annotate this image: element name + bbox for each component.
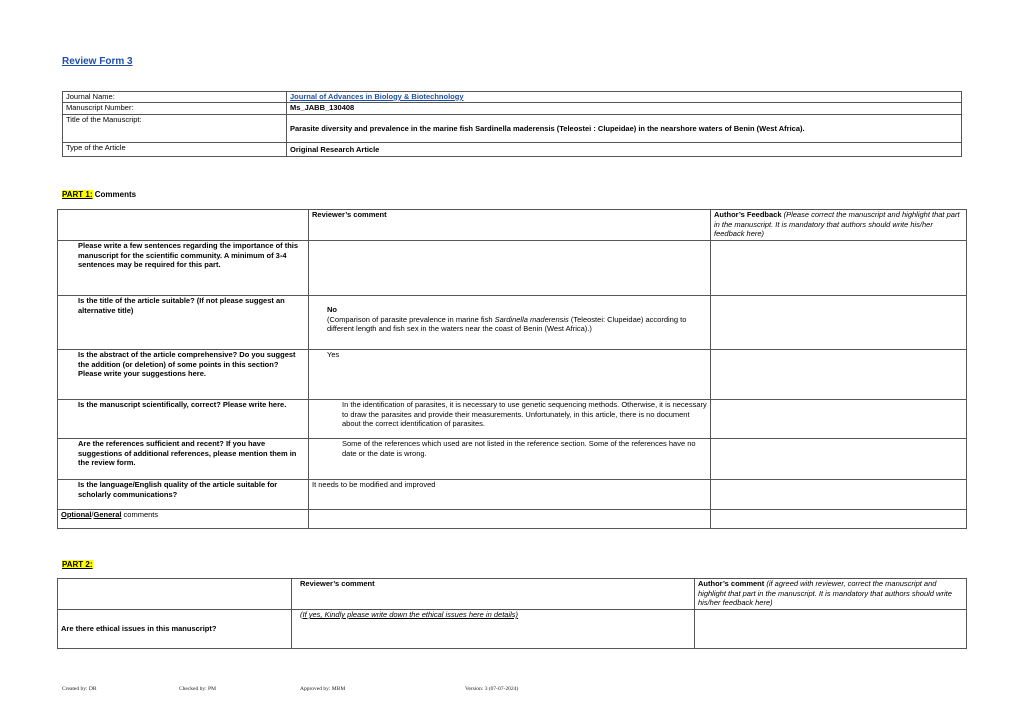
question-title: Is the title of the article suitable? (If not please suggest an alternative title) bbox=[58, 296, 309, 350]
feedback-language[interactable] bbox=[711, 480, 967, 510]
part1-comments-table bbox=[57, 209, 967, 529]
comment-title-post: (Teleostei: Clupeidae) according to different length and fish sex in the waters near the coast of Benin (West Africa).) bbox=[327, 314, 687, 333]
question-ethical: Are there ethical issues in this manuscript? bbox=[58, 610, 292, 649]
question-language: Is the language/English quality of the article suitable for scholarly communications? bbox=[58, 480, 309, 510]
part2-header-author-bold: Author’s comment bbox=[698, 579, 765, 588]
part1-header-author-bold: Author’s Feedback bbox=[714, 210, 782, 219]
comment-references[interactable]: Some of the references which used are not listed in the reference section. Some of the references have no date or the date is wrong. bbox=[309, 439, 711, 480]
part1-header-author-italic: (Please correct the manuscript and highlight that part in the manuscript. It is mandatory that authors should write his/her feedback here) bbox=[714, 210, 960, 238]
part2-label: PART 2: bbox=[62, 560, 93, 569]
form-title: Review Form 3 bbox=[62, 56, 133, 67]
journal-link[interactable]: Journal of Advances in Biology & Biotechnology bbox=[290, 92, 464, 101]
feedback-importance[interactable] bbox=[711, 241, 967, 296]
question-abstract: Is the abstract of the article comprehensive? Do you suggest the addition (or deletion) of some points in this section? Please write your suggestions here. bbox=[58, 350, 309, 400]
journal-value-cell bbox=[287, 92, 962, 103]
part2-header-author-italic: (if agreed with reviewer, correct the manuscript and highlight that part in the manuscript. It is mandatory that authors should write his/her feedback here) bbox=[698, 579, 952, 607]
question-references: Are the references sufficient and recent? If you have suggestions of additional references, please mention them in the review form. bbox=[58, 439, 309, 480]
comment-language[interactable]: It needs to be modified and improved bbox=[309, 480, 711, 510]
manuscript-title-label: Title of the Manuscript: bbox=[63, 115, 287, 143]
optional-general: General bbox=[93, 510, 122, 519]
manuscript-number-value: Ms_JABB_130408 bbox=[287, 103, 962, 115]
footer-version: Version: 3 (07-07-2024) bbox=[465, 686, 519, 692]
comment-optional[interactable] bbox=[309, 510, 711, 529]
comment-ethical[interactable] bbox=[292, 610, 695, 649]
part1-header-empty bbox=[58, 210, 309, 241]
article-type-label: Type of the Article bbox=[63, 143, 287, 157]
part1-suffix: Comments bbox=[92, 190, 137, 199]
manuscript-info-table bbox=[62, 91, 962, 157]
footer-checked: Checked by: PM bbox=[179, 686, 216, 692]
part1-title bbox=[62, 190, 136, 199]
comment-title-body bbox=[327, 315, 707, 334]
feedback-scientific[interactable] bbox=[711, 400, 967, 439]
part1-header-author bbox=[711, 210, 967, 241]
feedback-title[interactable] bbox=[711, 296, 967, 350]
part2-header-reviewer: Reviewer’s comment bbox=[292, 579, 695, 610]
comment-importance[interactable] bbox=[309, 241, 711, 296]
footer-approved: Approved by: MBM bbox=[300, 686, 346, 692]
comment-title[interactable] bbox=[309, 296, 711, 350]
comment-title-pre: (Comparison of parasite prevalence in marine fish bbox=[327, 314, 495, 324]
feedback-ethical[interactable] bbox=[695, 610, 967, 649]
comment-ethical-text: (If yes, Kindly please write down the ethical issues here in details) bbox=[300, 610, 519, 619]
feedback-references[interactable] bbox=[711, 439, 967, 480]
optional-bold: Optional bbox=[61, 510, 92, 519]
manuscript-number-label: Manuscript Number: bbox=[63, 103, 287, 115]
comment-scientific[interactable]: In the identification of parasites, it is necessary to use genetic sequencing methods. Otherwise, it is necessary to draw the parasites and provide their measurements. Unfortunately, in this article, there is no document about the correct identification of parasites. bbox=[309, 400, 711, 439]
optional-comments-label bbox=[58, 510, 309, 529]
comment-title-head: No bbox=[327, 305, 337, 314]
part2-title bbox=[62, 560, 93, 569]
question-importance: Please write a few sentences regarding the importance of this manuscript for the scientific community. A minimum of 3-4 sentences may be required for this part. bbox=[58, 241, 309, 296]
part2-header-author bbox=[695, 579, 967, 610]
journal-label: Journal Name: bbox=[63, 92, 287, 103]
part2-header-empty bbox=[58, 579, 292, 610]
optional-rest: comments bbox=[121, 510, 159, 519]
part2-comments-table bbox=[57, 578, 967, 649]
part1-label: PART 1: bbox=[62, 190, 93, 199]
comment-abstract[interactable]: Yes bbox=[309, 350, 711, 400]
comment-title-species: Sardinella maderensis bbox=[494, 314, 569, 324]
feedback-optional[interactable] bbox=[711, 510, 967, 529]
manuscript-title-value: Parasite diversity and prevalence in the marine fish Sardinella maderensis (Teleostei : Clupeidae) in the nearshore waters of Benin (West Africa). bbox=[287, 115, 962, 143]
optional-slash: / bbox=[91, 510, 94, 519]
footer-created: Created by: DR bbox=[62, 686, 97, 692]
feedback-abstract[interactable] bbox=[711, 350, 967, 400]
part1-header-reviewer: Reviewer’s comment bbox=[309, 210, 711, 241]
question-scientific: Is the manuscript scientifically, correct? Please write here. bbox=[58, 400, 309, 439]
article-type-value: Original Research Article bbox=[287, 143, 962, 157]
